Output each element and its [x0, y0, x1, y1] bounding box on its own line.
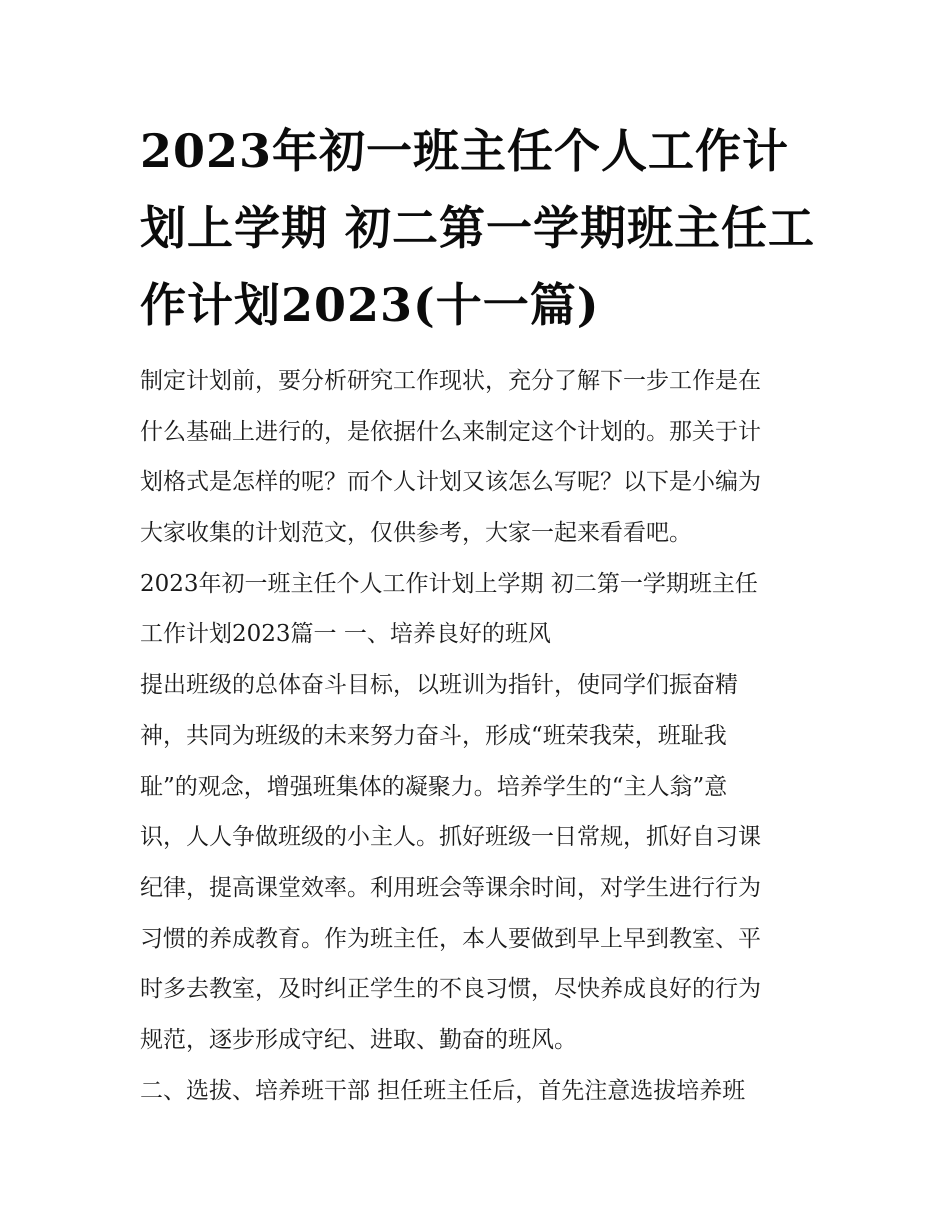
- paragraph-line: 神，共同为班级的未来努力奋斗，形成“班荣我荣，班耻我: [140, 722, 727, 749]
- paragraph-line: 纪律，提高课堂效率。利用班会等课余时间，对学生进行行为: [140, 874, 761, 901]
- paragraph-line: 提出班级的总体奋斗目标，以班训为指针，使同学们振奋精: [140, 672, 738, 699]
- paragraph-line: 2023年初一班主任个人工作计划上学期 初二第一学期班主任: [140, 570, 758, 597]
- paragraph-line: 耻”的观念，增强班集体的凝聚力。培养学生的“主人翁”意: [140, 773, 728, 800]
- document-body: [140, 356, 820, 1116]
- paragraph-line: 大家收集的计划范文，仅供参考，大家一起来看看吧。: [140, 520, 692, 547]
- paragraph-line: 习惯的养成教育。作为班主任，本人要做到早上早到教室、平: [140, 925, 761, 952]
- paragraph-line: 二、选拔、培养班干部 担任班主任后，首先注意选拔培养班: [140, 1077, 746, 1104]
- paragraph-line: 规范，逐步形成守纪、进取、勤奋的班风。: [140, 1026, 577, 1053]
- paragraph-line: 识，人人争做班级的小主人。抓好班级一日常规，抓好自习课: [140, 824, 761, 851]
- paragraph-line: 时多去教室，及时纠正学生的不良习惯，尽快养成良好的行为: [140, 976, 761, 1003]
- paragraph-line: 工作计划2023篇一 一、培养良好的班风: [140, 621, 551, 648]
- paragraph-line: 什么基础上进行的，是依据什么来制定这个计划的。那关于计: [140, 418, 761, 445]
- paragraph-line: 制定计划前，要分析研究工作现状，充分了解下一步工作是在: [140, 368, 761, 394]
- paragraph-line: 划格式是怎样的呢？而个人计划又该怎么写呢？以下是小编为: [140, 469, 761, 496]
- document-title: 2023年初一班主任个人工作计划上学期 初二第一学期班主任工作计划2023(十一篇): [140, 124, 816, 332]
